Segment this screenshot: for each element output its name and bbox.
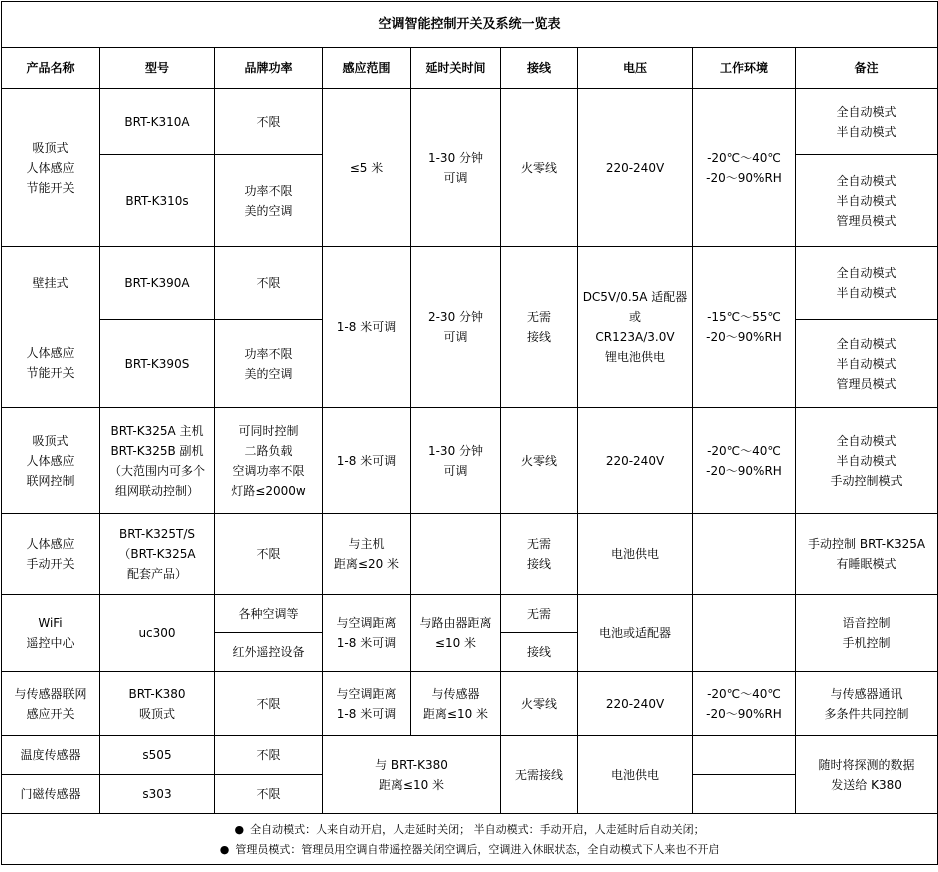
- brand-power: 可同时控制 二路负载 空调功率不限 灯路≤2000w: [215, 408, 323, 514]
- notes-cell: [2, 814, 938, 865]
- sensing-range: 与主机 距离≤20 米: [323, 514, 411, 595]
- wiring: 火零线: [501, 672, 578, 736]
- table-row: [2, 408, 938, 514]
- product-name: 吸顶式 人体感应 节能开关: [2, 89, 100, 247]
- remarks: 全自动模式 半自动模式 管理员模式: [796, 155, 938, 247]
- product-name: 与传感器联网 感应开关: [2, 672, 100, 736]
- environment: [693, 736, 796, 775]
- header-sensing-range: 感应范围: [323, 48, 411, 89]
- voltage: 220-240V: [578, 408, 693, 514]
- brand-power: 不限: [215, 514, 323, 595]
- product-name: 人体感应 节能开关: [2, 320, 100, 408]
- delay-time: 2-30 分钟 可调: [411, 247, 501, 408]
- wiring: 无需接线: [501, 736, 578, 814]
- bullet-icon: ●: [219, 843, 230, 856]
- header-wiring: 接线: [501, 48, 578, 89]
- brand-power: 不限: [215, 672, 323, 736]
- remarks: 全自动模式 半自动模式: [796, 89, 938, 155]
- table-row: [2, 736, 938, 775]
- table-row: [2, 89, 938, 155]
- header-model: 型号: [100, 48, 215, 89]
- brand-power: 不限: [215, 736, 323, 775]
- product-name: WiFi 遥控中心: [2, 595, 100, 672]
- note-line: [4, 820, 935, 840]
- model: s303: [100, 775, 215, 814]
- header-environment: 工作环境: [693, 48, 796, 89]
- table-row: [2, 514, 938, 595]
- voltage: 220-240V: [578, 672, 693, 736]
- sensing-range: 1-8 米可调: [323, 408, 411, 514]
- model: BRT-K310s: [100, 155, 215, 247]
- notes-row: [2, 814, 938, 865]
- brand-power: 不限: [215, 775, 323, 814]
- brand-power: 红外遥控设备: [215, 633, 323, 672]
- header-brand-power: 品牌功率: [215, 48, 323, 89]
- wiring: 无需 接线: [501, 514, 578, 595]
- note-text: 管理员模式：管理员用空调自带遥控器关闭空调后，空调进入休眠状态，全自动模式下人来也不开启: [235, 843, 720, 856]
- product-name: 人体感应 手动开关: [2, 514, 100, 595]
- header-product-name: 产品名称: [2, 48, 100, 89]
- sensing-range: 与 BRT-K380 距离≤10 米: [323, 736, 501, 814]
- product-table: [1, 1, 938, 865]
- voltage: 电池供电: [578, 736, 693, 814]
- table-title: 空调智能控制开关及系统一览表: [2, 2, 938, 48]
- brand-power: 不限: [215, 89, 323, 155]
- model: uc300: [100, 595, 215, 672]
- product-name: 吸顶式 人体感应 联网控制: [2, 408, 100, 514]
- model: BRT-K310A: [100, 89, 215, 155]
- note-text: 全自动模式：人来自动开启，人走延时关闭； 半自动模式：手动开启，人走延时后自动关闭；: [250, 823, 705, 836]
- wiring: 无需: [501, 595, 578, 633]
- delay-time: 1-30 分钟 可调: [411, 408, 501, 514]
- environment: -20℃～40℃ -20～90%RH: [693, 408, 796, 514]
- sensing-range: 1-8 米可调: [323, 247, 411, 408]
- wiring: 无需 接线: [501, 247, 578, 408]
- remarks: 全自动模式 半自动模式: [796, 247, 938, 320]
- model: BRT-K380 吸顶式: [100, 672, 215, 736]
- brand-power: 功率不限 美的空调: [215, 320, 323, 408]
- model: BRT-K390S: [100, 320, 215, 408]
- environment: -20℃～40℃ -20～90%RH: [693, 672, 796, 736]
- model: BRT-K325T/S （BRT-K325A 配套产品）: [100, 514, 215, 595]
- sensing-range: 与空调距离 1-8 米可调: [323, 595, 411, 672]
- table-row: [2, 672, 938, 736]
- model: BRT-K390A: [100, 247, 215, 320]
- delay-time: [411, 514, 501, 595]
- sensing-range: ≤5 米: [323, 89, 411, 247]
- brand-power: 不限: [215, 247, 323, 320]
- environment: -15℃～55℃ -20～90%RH: [693, 247, 796, 408]
- product-name: 壁挂式: [2, 247, 100, 320]
- model: s505: [100, 736, 215, 775]
- product-name: 温度传感器: [2, 736, 100, 775]
- remarks: 手动控制 BRT-K325A 有睡眠模式: [796, 514, 938, 595]
- voltage: 电池或适配器: [578, 595, 693, 672]
- environment: [693, 775, 796, 814]
- remarks: 与传感器通讯 多条件共同控制: [796, 672, 938, 736]
- brand-power: 各种空调等: [215, 595, 323, 633]
- wiring: 接线: [501, 633, 578, 672]
- note-line: [4, 840, 935, 860]
- remarks: 语音控制 手机控制: [796, 595, 938, 672]
- environment: -20℃～40℃ -20～90%RH: [693, 89, 796, 247]
- header-row: [2, 48, 938, 89]
- delay-time: 与传感器 距离≤10 米: [411, 672, 501, 736]
- header-delay-time: 延时关时间: [411, 48, 501, 89]
- header-remarks: 备注: [796, 48, 938, 89]
- delay-time: 与路由器距离 ≤10 米: [411, 595, 501, 672]
- product-name: 门磁传感器: [2, 775, 100, 814]
- voltage: DC5V/0.5A 适配器 或 CR123A/3.0V 锂电池供电: [578, 247, 693, 408]
- environment: [693, 514, 796, 595]
- voltage: 电池供电: [578, 514, 693, 595]
- table-row: [2, 595, 938, 633]
- remarks: 全自动模式 半自动模式 管理员模式: [796, 320, 938, 408]
- delay-time: 1-30 分钟 可调: [411, 89, 501, 247]
- table-row: [2, 247, 938, 320]
- sensing-range: 与空调距离 1-8 米可调: [323, 672, 411, 736]
- remarks: 随时将探测的数据 发送给 K380: [796, 736, 938, 814]
- brand-power: 功率不限 美的空调: [215, 155, 323, 247]
- model: BRT-K325A 主机 BRT-K325B 副机 （大范围内可多个 组网联动控制）: [100, 408, 215, 514]
- environment: [693, 595, 796, 672]
- wiring: 火零线: [501, 89, 578, 247]
- header-voltage: 电压: [578, 48, 693, 89]
- bullet-icon: ●: [234, 823, 245, 836]
- voltage: 220-240V: [578, 89, 693, 247]
- remarks: 全自动模式 半自动模式 手动控制模式: [796, 408, 938, 514]
- wiring: 火零线: [501, 408, 578, 514]
